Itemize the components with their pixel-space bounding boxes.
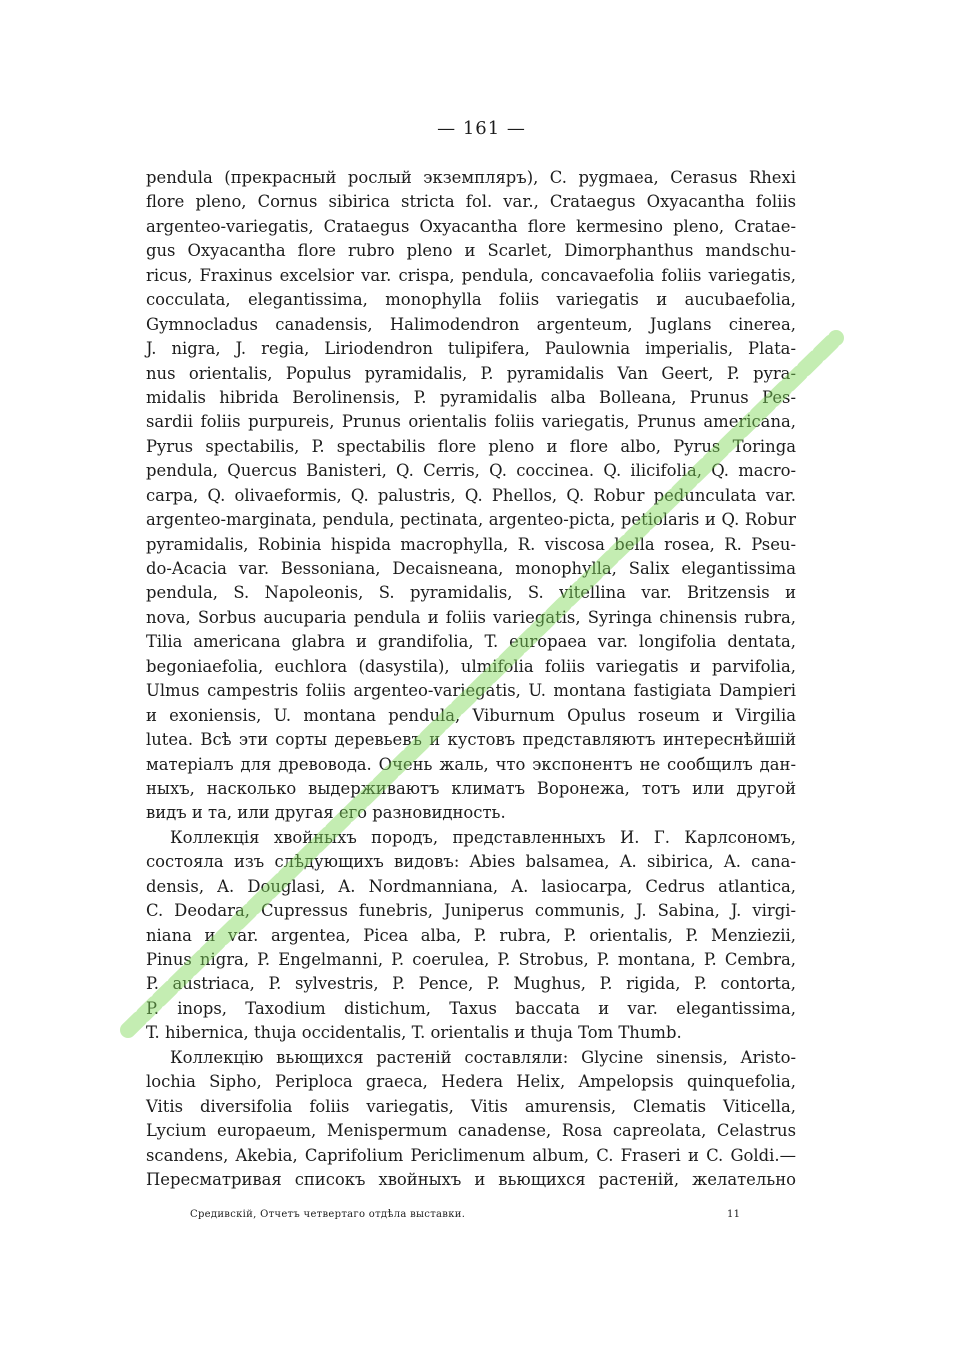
text-line: C. Deodara, Cupressus funebris, Juniperus communis, J. Sabina, J. virgi- [146, 901, 796, 921]
text-line: lochia Sipho, Periploca graeca, Hedera Helix, Ampelopsis quinquefolia, [146, 1072, 796, 1092]
text-line: P. inops, Taxodium distichum, Taxus baccata и var. elegantissima, [146, 998, 796, 1018]
text-line: lutea. Всѣ эти сорты деревьевъ и кустовъ представляютъ интереснѣйшій [146, 730, 796, 750]
text-line: niana и var. argentea, Picea alba, P. rubra, P. orientalis, P. Menziezii, [146, 925, 796, 945]
page-number: — 161 — [437, 118, 526, 139]
text-line: T. hibernica, thuja occidentalis, T. orientalis и thuja Tom Thumb. [146, 1023, 682, 1043]
page-footer [190, 1209, 750, 1220]
text-line: scandens, Akebia, Caprifolium Periclimenum album, C. Fraseri и C. Goldi.— [146, 1145, 796, 1165]
text-line: Vitis diversifolia foliis variegatis, Vitis amurensis, Clematis Viticella, [146, 1096, 796, 1116]
footer-text: Средивскій, Отчетъ четвертаго отдѣла выставки. [190, 1209, 466, 1220]
text-line: argenteo-variegatis, Crataegus Oxyacantha flore kermesino pleno, Cratae- [146, 216, 796, 236]
body-text [146, 166, 796, 1192]
text-line: видъ и та, или другая его разновидность. [146, 803, 506, 823]
text-line: pyramidalis, Robinia hispida macrophylla, R. viscosa bella rosea, R. Pseu- [146, 534, 796, 554]
text-line: Пересматривая списокъ хвойныхъ и вьющихся растеній, желательно [146, 1169, 796, 1189]
text-line: Pinus nigra, P. Engelmanni, P. coerulea, P. Strobus, P. montana, P. Cembra, [146, 950, 796, 969]
text-line: J. nigra, J. regia, Liriodendron tulipifera, Paulownia imperialis, Plata- [146, 339, 796, 359]
text-line: Коллекцію вьющихся растеній составляли: Glycine sinensis, Aristo- [170, 1047, 796, 1067]
text-line: gus Oxyacantha flore rubro pleno и Scarlet, Dimorphanthus mandschu- [146, 241, 796, 261]
text-line: Ulmus campestris foliis argenteo-variegatis, U. montana fastigiata Dampieri [146, 681, 796, 701]
text-line: cocculata, elegantissima, monophylla foliis variegatis и aucubaefolia, [146, 290, 796, 310]
text-line: Tilia americana glabra и grandifolia, T. europaea var. longifolia dentata, [146, 632, 796, 652]
text-line: argenteo-marginata, pendula, pectinata, argenteo-picta, petiolaris и Q. Robur [146, 510, 796, 530]
text-line: begoniaefolia, euchlora (dasystila), ulmifolia foliis variegatis и parvifolia, [146, 656, 796, 676]
text-line: P. austriaca, P. sylvestris, P. Pence, P. Mughus, P. rigida, P. contorta, [146, 974, 796, 994]
text-line: pendula (прекрасный рослый экземпляръ), C. pygmaea, Cerasus Rhexi [146, 168, 796, 187]
text-line: pendula, S. Napoleonis, S. pyramidalis, S. vitellina var. Britzensis и [146, 583, 796, 603]
text-line: Pyrus spectabilis, P. spectabilis flore pleno и flore albo, Pyrus Toringa [146, 436, 796, 456]
text-line: матеріалъ для древовода. Очень жаль, что экспонентъ не сообщилъ дан- [146, 754, 796, 774]
text-line: nova, Sorbus aucuparia pendula и foliis variegatis, Syringa chinensis rubra, [146, 607, 796, 627]
text-line: nus orientalis, Populus pyramidalis, P. pyramidalis Van Geert, P. pyra- [146, 363, 796, 383]
text-line: do-Acacia var. Bessoniana, Decaisneana, monophylla, Salix elegantissima [146, 559, 796, 578]
text-line: flore pleno, Cornus sibirica stricta fol. var., Crataegus Oxyacantha foliis [146, 192, 796, 212]
text-line: densis, A. Douglasi, A. Nordmanniana, A. lasiocarpa, Cedrus atlantica, [146, 876, 796, 896]
text-line: sardii foliis purpureis, Prunus orientalis foliis variegatis, Prunus americana, [146, 412, 796, 432]
text-line: состояла изъ слѣдующихъ видовъ: Abies balsamea, A. sibirica, A. cana- [146, 852, 796, 872]
text-line: ricus, Fraxinus excelsior var. crispa, pendula, concavaefolia foliis variegatis, [146, 265, 796, 285]
text-line: pendula, Quercus Banisteri, Q. Cerris, Q. coccinea. Q. ilicifolia, Q. macro- [146, 461, 796, 481]
text-line: carpa, Q. olivaeformis, Q. palustris, Q. Phellos, Q. Robur pedunculata var. [146, 485, 796, 505]
text-line: ныхъ, насколько выдерживаютъ климатъ Воронежа, тотъ или другой [146, 778, 796, 798]
text-line: midalis hibrida Berolinensis, P. pyramidalis alba Bolleana, Prunus Pes- [146, 387, 796, 407]
text-line: Коллекція хвойныхъ породъ, представленныхъ И. Г. Карлсономъ, [170, 827, 796, 847]
text-line: Lycium europaeum, Menispermum canadense, Rosa capreolata, Celastrus [146, 1121, 796, 1141]
text-line: Gymnocladus canadensis, Halimodendron argenteum, Juglans cinerea, [146, 314, 796, 334]
printer-signature: 11 [727, 1209, 741, 1220]
text-line: и exoniensis, U. montana pendula, Viburnum Opulus roseum и Virgilia [146, 705, 796, 725]
